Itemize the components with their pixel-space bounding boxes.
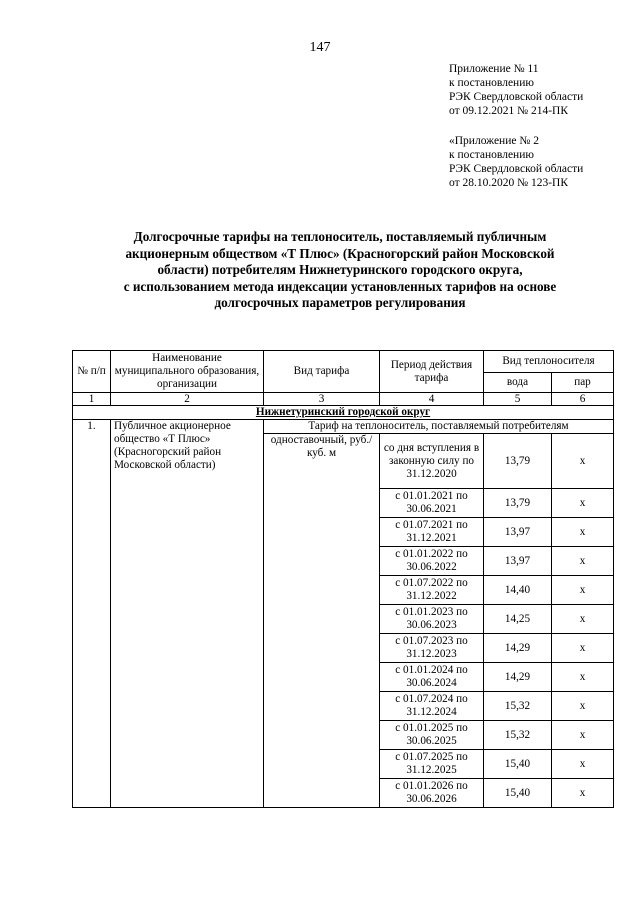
table-header-row — [73, 351, 614, 373]
period-cell: с 01.07.2022 по 31.12.2022 — [380, 576, 484, 605]
period-cell: с 01.07.2023 по 31.12.2023 — [380, 634, 484, 663]
page-number: 147 — [309, 40, 331, 55]
appendix-line: РЭК Свердловской области — [449, 91, 584, 103]
steam-value: x — [552, 634, 614, 663]
appendix-line: к постановлению — [449, 149, 534, 161]
title-line: с использованием метода индексации установленных тарифов на основе — [123, 278, 557, 294]
steam-value: x — [552, 434, 614, 489]
water-value: 15,40 — [484, 750, 552, 779]
water-value: 14,29 — [484, 663, 552, 692]
appendix-line: к постановлению — [449, 77, 534, 89]
column-number: 6 — [552, 393, 614, 406]
appendix-line: Приложение № 11 — [449, 63, 539, 75]
appendix-current — [449, 62, 629, 118]
steam-value: x — [552, 721, 614, 750]
period-cell: с 01.01.2025 по 30.06.2025 — [380, 721, 484, 750]
header-steam: пар — [552, 373, 614, 393]
title-line: области) потребителям Нижнетуринского городского округа, — [157, 262, 523, 277]
period-cell: с 01.01.2026 по 30.06.2026 — [380, 779, 484, 808]
steam-value: x — [552, 750, 614, 779]
water-value: 13,79 — [484, 434, 552, 489]
header-organization: Наименование муниципального образования, организации — [111, 351, 264, 393]
water-value: 15,32 — [484, 692, 552, 721]
appendix-line: «Приложение № 2 — [449, 135, 539, 147]
appendix-line: от 28.10.2020 № 123-ПК — [449, 177, 569, 189]
period-cell: с 01.01.2024 по 30.06.2024 — [380, 663, 484, 692]
appendix-line: от 09.12.2021 № 214-ПК — [449, 105, 569, 117]
period-cell: с 01.01.2021 по 30.06.2021 — [380, 489, 484, 518]
section-row — [73, 406, 614, 420]
title-line: долгосрочных параметров регулирования — [214, 295, 466, 310]
steam-value: x — [552, 576, 614, 605]
column-number: 4 — [380, 393, 484, 406]
header-num: № п/п — [73, 351, 111, 393]
water-value: 15,40 — [484, 779, 552, 808]
tariff-type: одноставочный, руб./куб. м — [264, 434, 380, 808]
period-cell: с 01.07.2024 по 31.12.2024 — [380, 692, 484, 721]
appendix-line: РЭК Свердловской области — [449, 163, 584, 175]
steam-value: x — [552, 547, 614, 576]
water-value: 13,97 — [484, 547, 552, 576]
steam-value: x — [552, 692, 614, 721]
steam-value: x — [552, 518, 614, 547]
water-value: 14,40 — [484, 576, 552, 605]
water-value: 13,97 — [484, 518, 552, 547]
header-carrier: Вид теплоносителя — [484, 351, 614, 373]
header-tariff-type: Вид тарифа — [264, 351, 380, 393]
header-water: вода — [484, 373, 552, 393]
section-title: Нижнетуринский городской округ — [73, 406, 614, 420]
header-period: Период действия тарифа — [380, 351, 484, 393]
column-number: 1 — [73, 393, 111, 406]
row-index: 1. — [73, 420, 111, 808]
period-cell: с 01.01.2022 по 30.06.2022 — [380, 547, 484, 576]
water-value: 13,79 — [484, 489, 552, 518]
group-title: Тариф на теплоноситель, поставляемый потребителям — [264, 420, 614, 434]
title-line: Долгосрочные тарифы на теплоноситель, поставляемый публичным — [133, 229, 547, 244]
steam-value: x — [552, 489, 614, 518]
steam-value: x — [552, 605, 614, 634]
column-number: 2 — [111, 393, 264, 406]
period-cell: с 01.07.2021 по 31.12.2021 — [380, 518, 484, 547]
tariff-table — [72, 350, 614, 808]
group-row — [73, 420, 614, 434]
period-cell: со дня вступления в законную силу по 31.12.2020 — [380, 434, 484, 489]
water-value: 15,32 — [484, 721, 552, 750]
steam-value: x — [552, 663, 614, 692]
column-number-row — [73, 393, 614, 406]
document-title — [60, 229, 620, 312]
column-number: 3 — [264, 393, 380, 406]
steam-value: x — [552, 779, 614, 808]
column-number: 5 — [484, 393, 552, 406]
water-value: 14,29 — [484, 634, 552, 663]
water-value: 14,25 — [484, 605, 552, 634]
organization-name: Публичное акционерное общество «Т Плюс» (Красногорский район Московской области) — [111, 420, 264, 808]
title-line: акционерным обществом «Т Плюс» (Красногорский район Московской — [125, 245, 555, 261]
period-cell: с 01.01.2023 по 30.06.2023 — [380, 605, 484, 634]
appendix-original — [449, 134, 629, 190]
period-cell: с 01.07.2025 по 31.12.2025 — [380, 750, 484, 779]
